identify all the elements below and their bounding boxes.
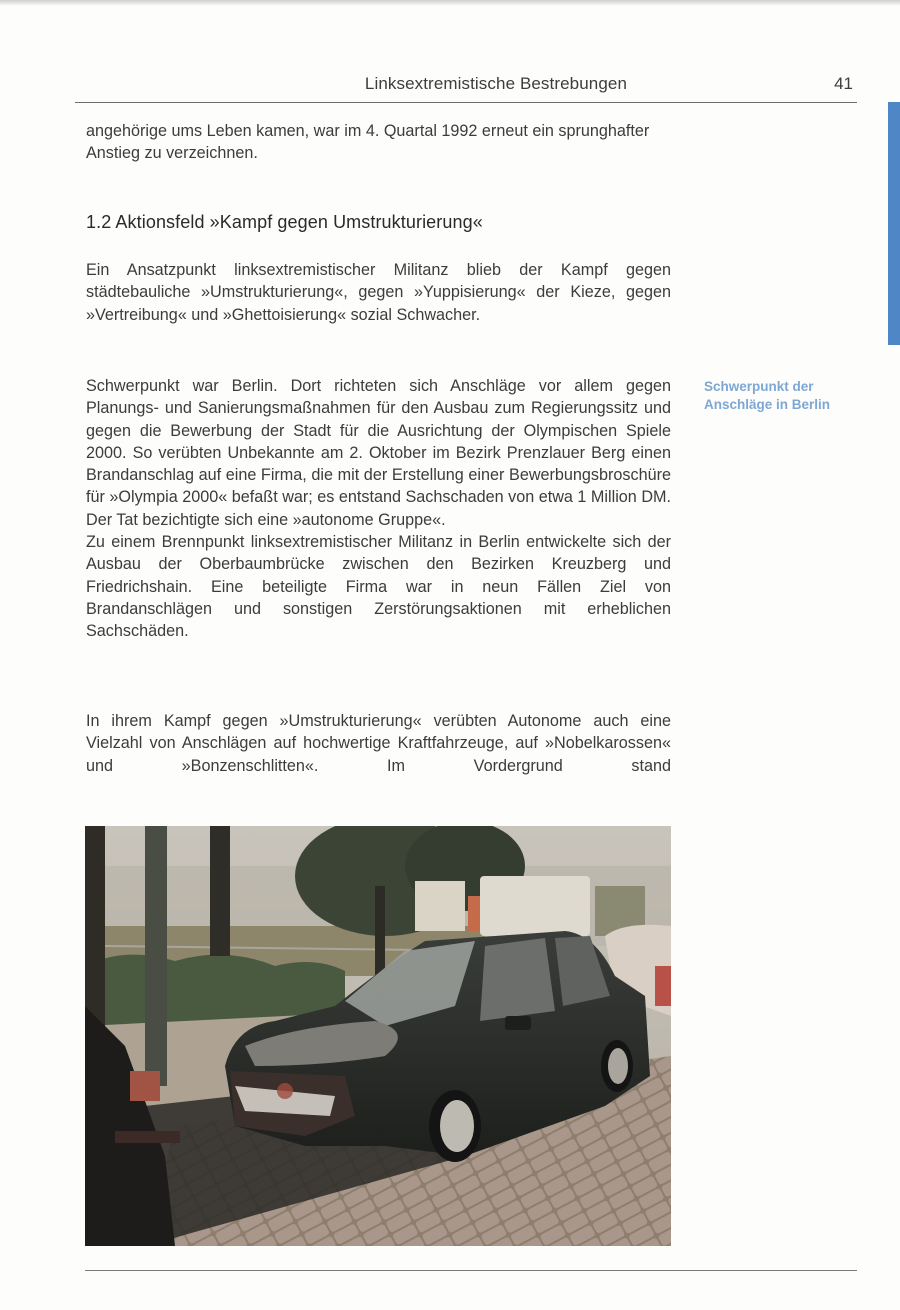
margin-note: Schwerpunkt der Anschläge in Berlin [704, 379, 831, 412]
chapter-thumb-tab [888, 102, 900, 345]
section-heading: 1.2 Aktionsfeld »Kampf gegen Umstrukturierung« [86, 212, 483, 232]
paragraph-vehicles [86, 710, 671, 777]
paragraph-continuation [86, 120, 671, 165]
photo-illustration [85, 826, 671, 1246]
page-number: 41 [834, 74, 853, 93]
paragraph-intro [86, 259, 671, 326]
paragraph-text: Ein Ansatzpunkt linksextremistischer Militanz blieb der Kampf gegen städtebauliche »Umstrukturierung«, gegen »Yuppisierung« der Kieze, gegen »Vertreibung« und »Ghettoisierung« sozial Schwacher. [86, 261, 671, 324]
paragraph-text: Zu einem Brennpunkt linksextremistischer Militanz in Berlin entwickelte sich der Ausbau der Oberbaumbrücke zwischen den Bezirken Kreuzberg und Friedrichshain. Eine beteiligte Firma war in neun Fällen Ziel von Brandanschlägen und sonstigen Zerstörungsaktionen mit erheblichen Sachschäden. [86, 533, 671, 641]
running-title: Linksextremistische Bestrebungen [364, 74, 627, 93]
footer-rule [85, 1270, 857, 1271]
paragraph-berlin [86, 375, 671, 643]
running-header [75, 70, 857, 103]
paragraph-text: In ihrem Kampf gegen »Umstrukturierung« verübten Autonome auch eine Vielzahl von Anschlägen auf hochwertige Kraftfahrzeuge, auf »Nobelkarossen« und »Bonzenschlitten«. Im Vordergrund stand [86, 712, 671, 775]
photo-burned-car [85, 826, 671, 1246]
paragraph-text: angehörige ums Leben kamen, war im 4. Quartal 1992 erneut ein sprunghafter Anstieg zu verzeichnen. [86, 122, 650, 163]
paragraph-text: Schwerpunkt war Berlin. Dort richteten sich Anschläge vor allem gegen Planungs- und Sanierungsmaßnahmen für den Ausbau zum Regierungssitz und gegen die Bewerbung der Stadt für die Ausrichtung der Olympischen Spiele 2000. So verübten Unbekannte am 2. Oktober im Bezirk Prenzlauer Berg einen Brandanschlag auf eine Firma, die mit der Erstellung einer Bewerbungsbroschüre für »Olympia 2000« befaßt war; es entstand Sachschaden von etwa 1 Million DM. Der Tat bezichtigte sich eine »autonome Gruppe«. [86, 377, 671, 529]
scan-shadow [0, 0, 900, 6]
